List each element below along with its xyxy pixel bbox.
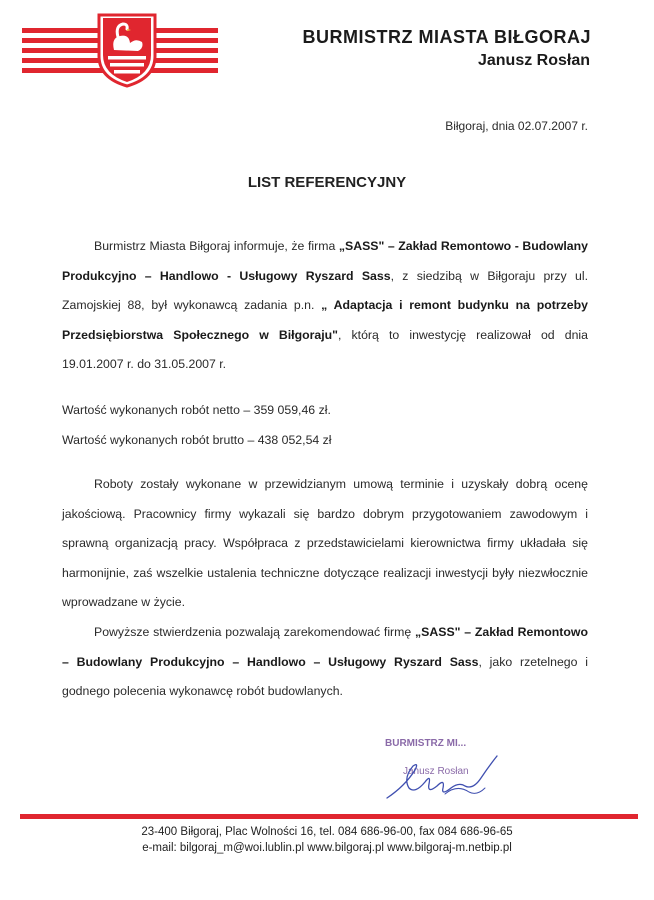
- stamp-title: BURMISTRZ MI...: [385, 738, 467, 749]
- letter-heading: LIST REFERENCYJNY: [247, 174, 407, 191]
- paragraph-text: , jako rzetelnego i godnego polecenia wykonawcę robót budowlanych.: [62, 654, 588, 698]
- footer-address: 23-400 Biłgoraj, Plac Wolności 16, tel. 084 686-96-00, fax 084 686-96-65: [141, 826, 513, 838]
- handwritten-signature: [385, 748, 515, 803]
- paragraph-text: Burmistrz Miasta Biłgoraj informuje, że firma: [94, 239, 339, 253]
- official-stamp: [385, 738, 515, 798]
- paragraph-recommendation: [62, 618, 588, 707]
- company-name: „SASS" – Zakład Remontowo - Budowlany Produkcyjno – Handlowo - Usługowy Ryszard Sass: [62, 239, 588, 283]
- gross-value: Wartość wykonanych robót brutto – 438 052,54 zł: [62, 432, 332, 447]
- paragraph-introduction: [62, 232, 588, 380]
- paragraph-text: , którą to inwestycję realizował od dnia 19.01.2007 r. do 31.05.2007 r.: [62, 327, 588, 371]
- stamp-name: Janusz Rosłan: [403, 766, 469, 777]
- swan-coat-of-arms-icon: [96, 12, 158, 88]
- mayor-name: Janusz Rosłan: [477, 52, 590, 69]
- footer-bar: [20, 814, 638, 819]
- paragraph-assessment: Roboty zostały wykonane w przewidzianym umową terminie i uzyskały dobrą ocenę jakościową. Pracownicy firmy wykazali się bardzo dobrym przygotowaniem zawodowym i sprawną organizacją pracy. Współpraca z przedstawicielami kierownictwa firmy układała się harmonijnie, zaś wszelkie ustalenia techniczne dotyczące realizacji inwestycji były niezwłocznie wprowadzane w życie.: [62, 477, 588, 609]
- project-name: „ Adaptacja i remont budynku na potrzeby Przedsiębiorstwa Społecznego w Biłgoraju": [62, 298, 588, 342]
- company-name: „SASS" – Zakład Remontowo – Budowlany Produkcyjno – Handlowo – Usługowy Ryszard Sass: [62, 625, 588, 669]
- footer-contact: e-mail: bilgoraj_m@woi.lublin.pl www.bilgoraj.pl www.bilgoraj-m.netbip.pl: [142, 842, 512, 854]
- mayor-title: BURMISTRZ MIASTA BIŁGORAJ: [302, 27, 591, 47]
- paragraph-text: , z siedzibą w Biłgoraju przy ul. Zamojskiej 88, był wykonawcą zadania p.n.: [62, 268, 588, 312]
- paragraph-values: [62, 396, 588, 455]
- net-value: Wartość wykonanych robót netto – 359 059,46 zł.: [62, 403, 331, 417]
- paragraph-text: Powyższe stwierdzenia pozwalają zarekomendować firmę: [94, 625, 416, 639]
- letter-date: Biłgoraj, dnia 02.07.2007 r.: [445, 119, 588, 133]
